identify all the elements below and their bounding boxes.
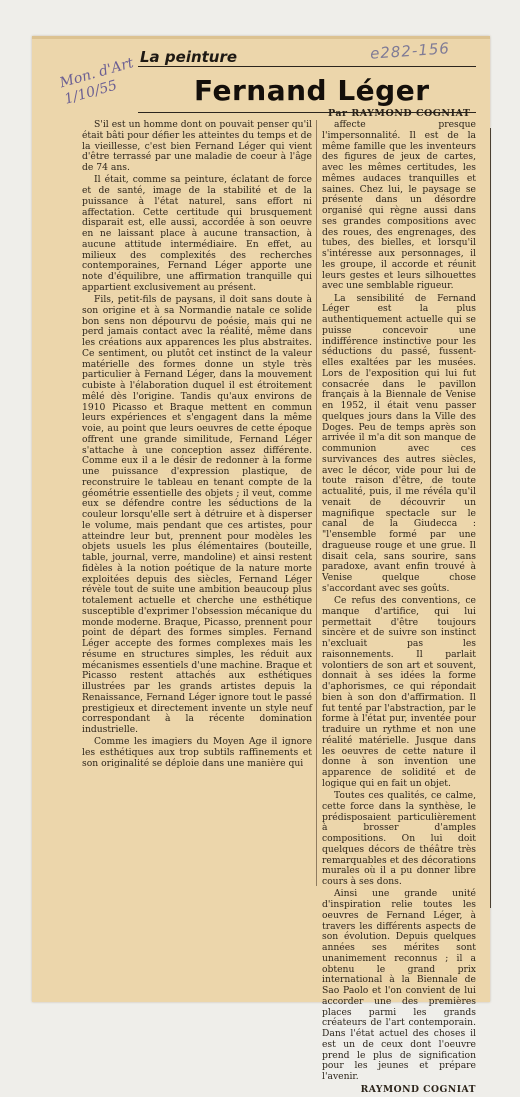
rule-divider: [138, 66, 476, 67]
article-title: Fernand Léger: [194, 74, 430, 107]
paragraph: Il était, comme sa peinture, éclatant de force et de santé, image de la stabilité et de la puissance à l'état naturel, sans effort ni affectation. Cette certitude qui brusquement disparait est, elle aussi, accordée à son oeuvre en ne laissant place à aucune transaction, à aucune attitude intermédiaire. En effet, au milieux des complexités des recherches contemporaines, Fernand Léger apporte une note d'équilibre, une affirmation tranquille qui appartient exclusivement au présent.: [82, 174, 312, 293]
paragraph: Toutes ces qualités, ce calme, cette force dans la synthèse, le prédisposaient particulièrement à brosser d'amples compositions. On lui doit quelques décors de théâtre très remarquables et des décorations murales où il a pu donner libre cours à ses dons.: [322, 790, 476, 887]
archive-reference-number: e282-156: [369, 39, 451, 63]
handwritten-source-note: Mon. d'Art 1/10/55: [58, 55, 136, 108]
paragraph: Ce refus des conventions, ce manque d'artifice, qui lui permettait d'être toujours sincère et de suivre son instinct n'excluait pas les raisonnements. Il parlait volontiers de son art et souvent, donnait à ses idées la forme d'aphorismes, ce qui répondait bien à son don d'affirmation. Il fut tenté par l'abstraction, par le forme à l'état pur, inventée pour traduire un rythme et non une réalité matérielle. Jusque dans les oeuvres de cette nature il donne à son invention une apparence de solidité et de logique qui en fait un objet.: [322, 595, 476, 789]
clipping-edge: [32, 36, 490, 39]
section-heading: La peinture: [140, 48, 238, 66]
paragraph: Fils, petit-fils de paysans, il doit sans doute à son origine et à sa Normandie natale ce solide bon sens non dépourvu de poésie, mais qui ne perd jamais contact avec la réalité, même dans les créations aux apparences les plus abstraites. Ce sentiment, ou plutôt cet instinct de la valeur matérielle des formes donne un style très particulier à Fernand Léger, dans la mouvement cubiste à l'élaboration duquel il est étroitement mêlé dès l'origine. Tandis qu'aux environs de 1910 Picasso et Braque mettent en commun leurs expériences et s'engagent dans la même voie, au point que leurs oeuvres de cette époque offrent une grande similitude, Fernand Léger s'attache à une conception assez différente. Comme eux il a le désir de redonner à la forme une puissance d'expression plastique, de reconstruire le tableau en tenant compte de la géométrie essentielle des objets ; il veut, comme eux se défendre contre les séductions de la couleur lorsqu'elle sert à détruire et à disperser le volume, mais pendant que ces artistes, pour atteindre leur but, prennent pour modèles les objets usuels les plus élémentaires (bouteille, table, journal, verre, mandoline) et ainsi restent fidèles à la notion poétique de la nature morte exploitées depuis des siècles, Fernand Léger révèle tout de suite une ambition beaucoup plus totalement actuelle et cherche une esthétique susceptible d'exprimer l'obsession mécanique du monde moderne. Braque, Picasso, prennent pour point de départ des formes simples. Fernand Léger accepte des formes complexes mais les résume en structures simples, les réduit aux mécanismes essentiels d'une machine. Braque et Picasso restent attachés aux esthétiques illustrées par les grands artistes depuis la Renaissance, Fernand Léger ignore tout le passé prestigieux et directement invente un style neuf correspondant à la récente domination industrielle.: [82, 294, 312, 735]
newspaper-clipping: [32, 36, 490, 1095]
paragraph: S'il est un homme dont on pouvait penser qu'il était bâti pour défier les atteintes du temps et de la vieillesse, c'est bien Fernand Léger qui vient d'être terrassé par une maladie de coeur à l'âge de 74 ans.: [82, 119, 312, 173]
byline: Par RAYMOND COGNIAT: [328, 108, 471, 119]
clipping-cut-edge: [490, 128, 491, 908]
author-signature: RAYMOND COGNIAT: [360, 1083, 476, 1095]
paragraph: affecte presque l'impersonnalité. Il est de la même famille que les inventeurs des figures de jeux de cartes, avec les mêmes certitudes, les mêmes audaces tranquilles et saines. Chez lui, le paysage se présente dans un désordre organisé qui règne aussi dans ses grandes compositions avec des roues, des engrenages, des tubes, des bielles, et lorsqu'il s'intéresse aux personnages, il les groupe, il accorde et réunit leurs gestes et leurs silhouettes avec une semblable rigueur.: [322, 119, 476, 292]
paragraph: Comme les imagiers du Moyen Age il ignore les esthétiques aux trop subtils raffinements et son originalité se déploie dans une manière qui: [82, 736, 312, 769]
paragraph: La sensibilité de Fernand Léger est la plus authentiquement actuelle qui se puisse concevoir une indifférence instinctive pour les séductions du passé, fussent-elles exaltées par les musées. Lors de l'exposition qui lui fut consacrée dans le pavillon français à la Biennale de Venise en 1952, il était venu passer quelques jours dans la Ville des Doges. Peu de temps après son arrivée il m'a dit son manque de communion avec ces survivances des autres siècles, avec le décor, vide pour lui de toute raison d'être, de toute actualité, puis, il me révéla qu'il venait de découvrir un magnifique spectacle sur le canal de la Giudecca : "l'ensemble formé par une dragueuse rouge et une grue. Il disait cela, sans sourire, sans paradoxe, avant enfin trouvé à Venise quelque chose s'accordant avec ses goûts.: [322, 292, 476, 594]
paragraph: Ainsi une grande unité d'inspiration relie toutes les oeuvres de Fernand Léger, à travers les différents aspects de son évolution. Depuis quelques années ses mérites sont unanimement reconnus ; il a obtenu le grand prix international à la Biennale de Sao Paolo et l'on convient de lui accorder une des premières places parmi les grands créateurs de l'art contemporain. Dans l'état actuel des choses il est un de ceux dont l'oeuvre prend le plus de signification pour les jeunes et prépare l'avenir.: [322, 888, 476, 1082]
article-column-left: [82, 120, 312, 771]
column-divider: [316, 120, 317, 886]
article-column-right: [322, 120, 476, 1097]
